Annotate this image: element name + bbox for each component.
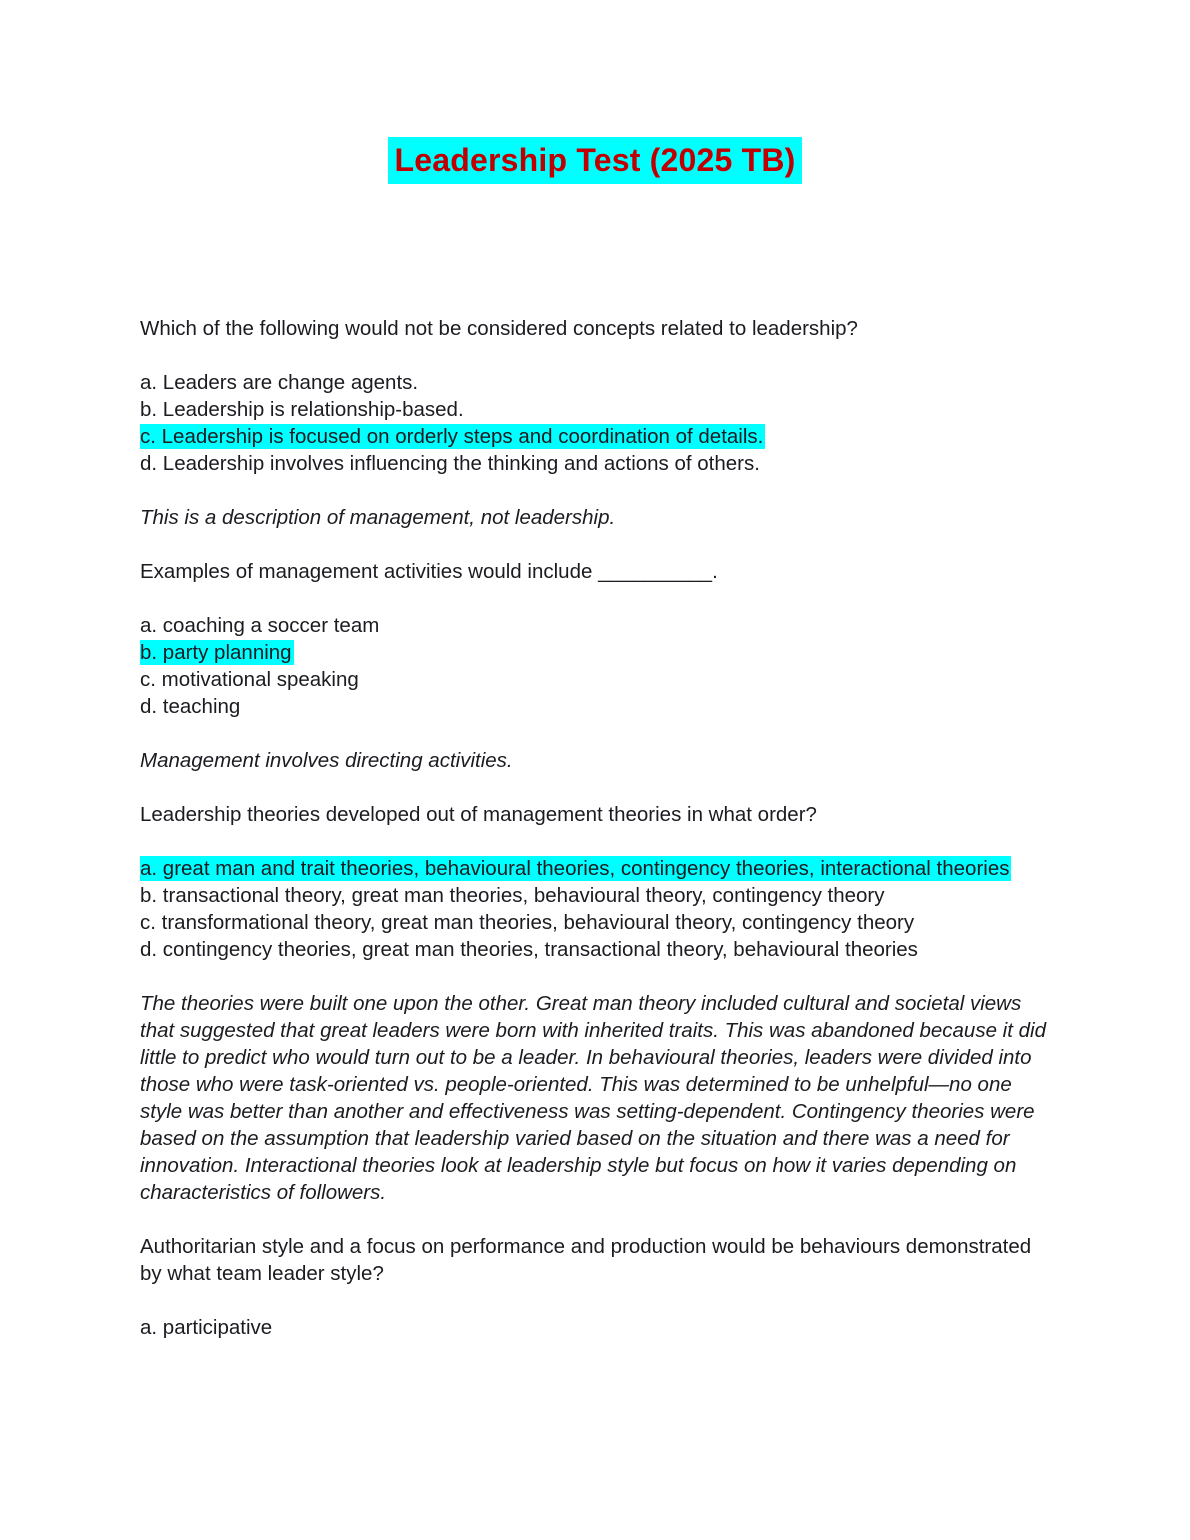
answer-option: b. transactional theory, great man theories, behavioural theory, contingency theory bbox=[140, 884, 885, 907]
answer-option: b. Leadership is relationship-based. bbox=[140, 398, 464, 421]
document-title: Leadership Test (2025 TB) bbox=[388, 137, 803, 184]
answer-option-highlighted: c. Leadership is focused on orderly steps and coordination of details. bbox=[140, 425, 764, 448]
question-text: Which of the following would not be considered concepts related to leadership? bbox=[140, 317, 858, 340]
question-text: Leadership theories developed out of management theories in what order? bbox=[140, 803, 817, 826]
question-text: Authoritarian style and a focus on performance and production would be behaviours demonstrated by what team leader style? bbox=[140, 1235, 1032, 1285]
answer-option-highlighted: b. party planning bbox=[140, 641, 292, 664]
explanation-text: Management involves directing activities. bbox=[140, 749, 513, 772]
answer-options bbox=[140, 369, 1055, 477]
answer-option: c. motivational speaking bbox=[140, 668, 359, 691]
explanation-text: The theories were built one upon the other. Great man theory included cultural and societal views that suggested that great leaders were born with inherited traits. This was abandoned because it did little to predict who would turn out to be a leader. In behavioural theories, leaders were divided into those who were task-oriented vs. people-oriented. This was determined to be unhelpful—no one style was better than another and effectiveness was setting-dependent. Contingency theories were based on the assumption that leadership varied based on the situation and there was a need for innovation. Interactional theories look at leadership style but focus on how it varies depending on characteristics of followers. bbox=[140, 992, 1046, 1204]
document-body bbox=[140, 315, 1055, 1341]
answer-option: d. Leadership involves influencing the thinking and actions of others. bbox=[140, 452, 760, 475]
question-text: Examples of management activities would include __________. bbox=[140, 560, 718, 583]
answer-option: a. Leaders are change agents. bbox=[140, 371, 419, 394]
answer-options bbox=[140, 855, 1055, 963]
answer-option: a. coaching a soccer team bbox=[140, 614, 380, 637]
answer-options bbox=[140, 1314, 1055, 1341]
answer-option-highlighted: a. great man and trait theories, behavioural theories, contingency theories, interactional theories bbox=[140, 857, 1010, 880]
answer-option: c. transformational theory, great man theories, behavioural theory, contingency theory bbox=[140, 911, 915, 934]
answer-option: a. participative bbox=[140, 1316, 273, 1339]
document-title-wrap bbox=[0, 0, 1190, 184]
answer-option: d. contingency theories, great man theories, transactional theory, behavioural theories bbox=[140, 938, 918, 961]
answer-option: d. teaching bbox=[140, 695, 241, 718]
explanation-text: This is a description of management, not leadership. bbox=[140, 506, 616, 529]
answer-options bbox=[140, 612, 1055, 720]
